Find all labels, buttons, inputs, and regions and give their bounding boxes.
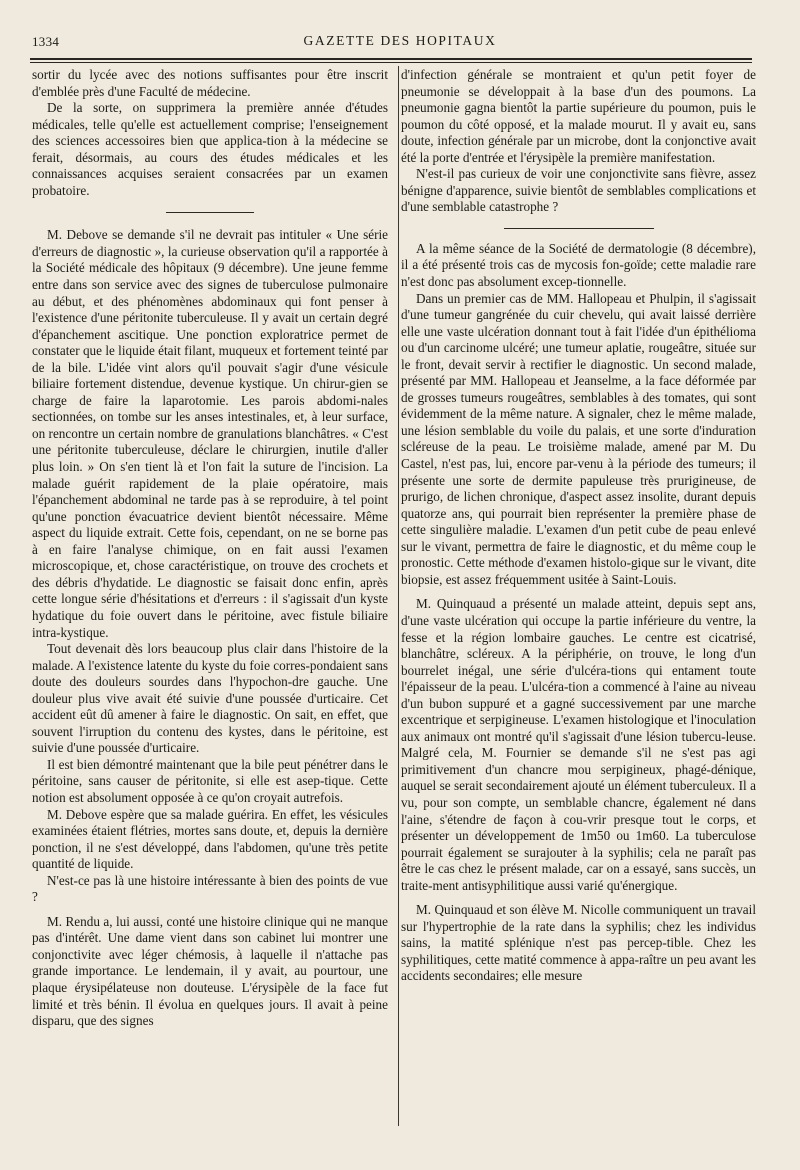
- paragraph: M. Debove se demande s'il ne devrait pas intituler « Une série d'erreurs de diagnostic », la curieuse observation qu'il a rapportée à la Société médicale des hôpitaux (9 décembre). Une jeune femme entre dans son service avec des signes de tuberculose pulmonaire au début, et des phénomènes abdominaux qui font penser à l'existence d'une péritonite tuberculeuse. Il y avait un certain degré d'épanchement ascitique. Une ponction exploratrice permet de constater que le liquide était filant, muqueux et fortement teinté par de la bile. L'idée vint alors qu'il pouvait s'agir d'une vésicule biliaire fortement distendue, devenue kystique. Un chirur-gien se charge de faire la laparotomie. Les parois abdomi-nales sectionnées, on tombe sur les anses intestinales, et, à leur surface, on rencontre un certain nombre de granulations blanchâtres. « C'est une péritonite tuberculeuse, déclare le chirurgien, inutile d'aller plus loin. » On s'en tient là et l'on fait la suture de l'incision. La malade guérit rapidement de la plaie opératoire, mais l'épanchement abdominal ne tarde pas à se reproduire, à tel point qu'une ponction évacuatrice devient bientôt nécessaire. Même aspect du liquide extrait. Cette fois, cependant, on ne se borne pas à en faire l'analyse chimique, on en fait aussi l'examen microscopique, et, chose caractéristique, on trouve des crochets et des débris d'hydatide. Le diagnostic se faisait donc enfin, après cette longue série d'hésitations et d'erreurs : il s'agissait d'un kyste hydatique du foie ouvert dans le péritoine, avec fistule biliaire intra-kystique.: [32, 227, 388, 640]
- paragraph: M. Debove espère que sa malade guérira. En effet, les vésicules examinées étaient flétries, mortes sans doute, et, depuis la dernière ponction, il ne s'est développé, dans l'abdomen, qu'une très petite quantité de liquide.: [32, 806, 388, 872]
- paragraph: De la sorte, on supprimera la première année d'études médicales, telle qu'elle est actuellement comprise; l'enseignement des sciences accessoires bien que applica-tion à la médecine se ferait, désormais, au cours des études médicales et les connaissances acquises seraient consacrées par un examen probatoire.: [32, 100, 388, 198]
- paragraph: Dans un premier cas de MM. Hallopeau et Phulpin, il s'agissait d'une tumeur gangrénée du cuir chevelu, qui avait laissé derrière elle une vaste ulcération donnant tout à fait l'idée d'un épithélioma ou d'un carcinome ulcéré; une tumeur aplatie, rougeâtre, située sur le front, devait servir à rectifier le diagnostic. Un second malade, présenté par MM. Hallopeau et Jeanselme, a la face déformée par de grosses tumeurs rougeâtres, semblables à des tomates, qui sont évidemment de la même nature. A signaler, chez le même malade, une lésion semblable du voile du palais, et une sorte d'induration scléreuse de la peau. Le troisième malade, amené par M. Du Castel, n'est pas, lui, encore par-venu à la période des tumeurs; il présente une sorte de dermite papuleuse très prurigineuse, de prurigo, de lichen chronique, d'aspect assez insolite, durant depuis quatorze ans, qui pourrait bien représenter la première phase de cette singulière maladie. L'examen d'un petit cube de peau enlevé sur le vivant, permettra de faire le diagnostic, et du même coup le pronostic. Cette méthode d'examen histolo-gique sur le vivant, dite biopsie, est assez fréquemment usitée à Saint-Louis.: [401, 290, 756, 587]
- paragraph: M. Quinquaud et son élève M. Nicolle communiquent un travail sur l'hypertrophie de la rate dans la syphilis; chez les individus sains, la matité splénique n'est pas percep-tible. Chez les syphilitiques, cette matité commence à appa-raître un peu avant les accidents secondaires; elle mesure: [401, 902, 756, 984]
- page-header: [30, 30, 770, 50]
- section-separator: [504, 228, 654, 229]
- paragraph: N'est-il pas curieux de voir une conjonctivite sans fièvre, assez bénigne d'apparence, suivie bientôt de semblables complications et d'une semblable catastrophe ?: [401, 166, 756, 215]
- paragraph: M. Quinquaud a présenté un malade atteint, depuis sept ans, d'une vaste ulcération qui occupe la partie inférieure du ventre, la fesse et la région lombaire gauches. Le centre est cicatrisé, blanchâtre, scléreux. A la périphérie, on trouve, le long d'un bourrelet inégal, une série d'ulcéra-tions qui entament toute l'épaisseur de la peau. L'ulcéra-tion a commencé à l'aine au niveau d'un bubon suppuré et a gagné successivement par une marche excentrique et serpigineuse. L'examen histologique et l'inoculation aux animaux ont montré qu'il s'agissait d'une lésion tubercu-leuse. Malgré cela, M. Fournier se demande s'il ne s'est pas agi primitivement d'un chancre mou serpigineux, phagé-dénique, auquel se serait secondairement ajouté un élément tuberculeux. Il a vu, pour son compte, un semblable chancre, également né dans l'aine, s'étendre de façon à cou-vrir presque tout le corps, et présenter un développement de 1m50 ou 1m60. La tuberculose pourrait également se surajouter à la syphilis; cela ne paraît pas être le cas chez le présent malade, car on a essayé, sans succès, un traite-ment antisyphilitique aussi varié qu'énergique.: [401, 596, 756, 893]
- paragraph: M. Rendu a, lui aussi, conté une histoire clinique qui ne manque pas d'intérêt. Une dame vient dans son cabinet lui montrer une conjonctivite avec léger chémosis, à laquelle il n'attache pas grande importance. Le lendemain, il y avait, au pourtour, une plaque érysipélateuse non douteuse. L'érysipèle de la face fut limité et très bénin. Il évolua en quelques jours. Il avait à peine disparu, que des signes: [32, 913, 388, 1029]
- paragraph: sortir du lycée avec des notions suffisantes pour être inscrit d'emblée près d'une Faculté de médecine.: [32, 67, 388, 99]
- left-column: [32, 67, 388, 1030]
- paragraph: d'infection générale se montraient et qu'un petit foyer de pneumonie se développait à la base d'un des poumons. La pneumonie gagna bientôt la partie supérieure du poumon, puis le poumon du côté opposé, et la malade mourut. Il y avait eu, sans doute, infection générale par un microbe, dont la conjonctive avait été la porte d'entrée et l'érysipèle la première manifestation.: [401, 67, 756, 165]
- journal-title: GAZETTE DES HOPITAUX: [303, 33, 497, 48]
- paragraph: Tout devenait dès lors beaucoup plus clair dans l'histoire de la malade. A l'existence latente du kyste du foie corres-pondaient sans doute des douleurs sourdes dans l'hypochon-dre gauche. Une douleur plus vive avait été suivie d'une poussée d'urticaire. Cet accident eût dû amener à faire le diagnostic. On sait, en effet, que souvent l'irruption du contenu des kystes, dans le péritoine, est suivie d'une poussée d'urticaire.: [32, 641, 388, 756]
- header-double-rule: [30, 58, 752, 63]
- right-column: [401, 67, 756, 985]
- paragraph: A la même séance de la Société de dermatologie (8 décembre), il a été présenté trois cas de mycosis fon-goïde; cette maladie rare n'est donc pas absolument excep-tionnelle.: [401, 240, 756, 290]
- paragraph: Il est bien démontré maintenant que la bile peut pénétrer dans le péritoine, sans causer de péritonite, si elle est asep-tique. Cette notion est absolument opposée à ce qu'on croyait autrefois.: [32, 756, 388, 805]
- paragraph: N'est-ce pas là une histoire intéressante à bien des points de vue ?: [32, 872, 388, 905]
- section-separator: [166, 212, 254, 213]
- column-divider: [398, 66, 399, 1126]
- page-number: 1334: [32, 34, 60, 49]
